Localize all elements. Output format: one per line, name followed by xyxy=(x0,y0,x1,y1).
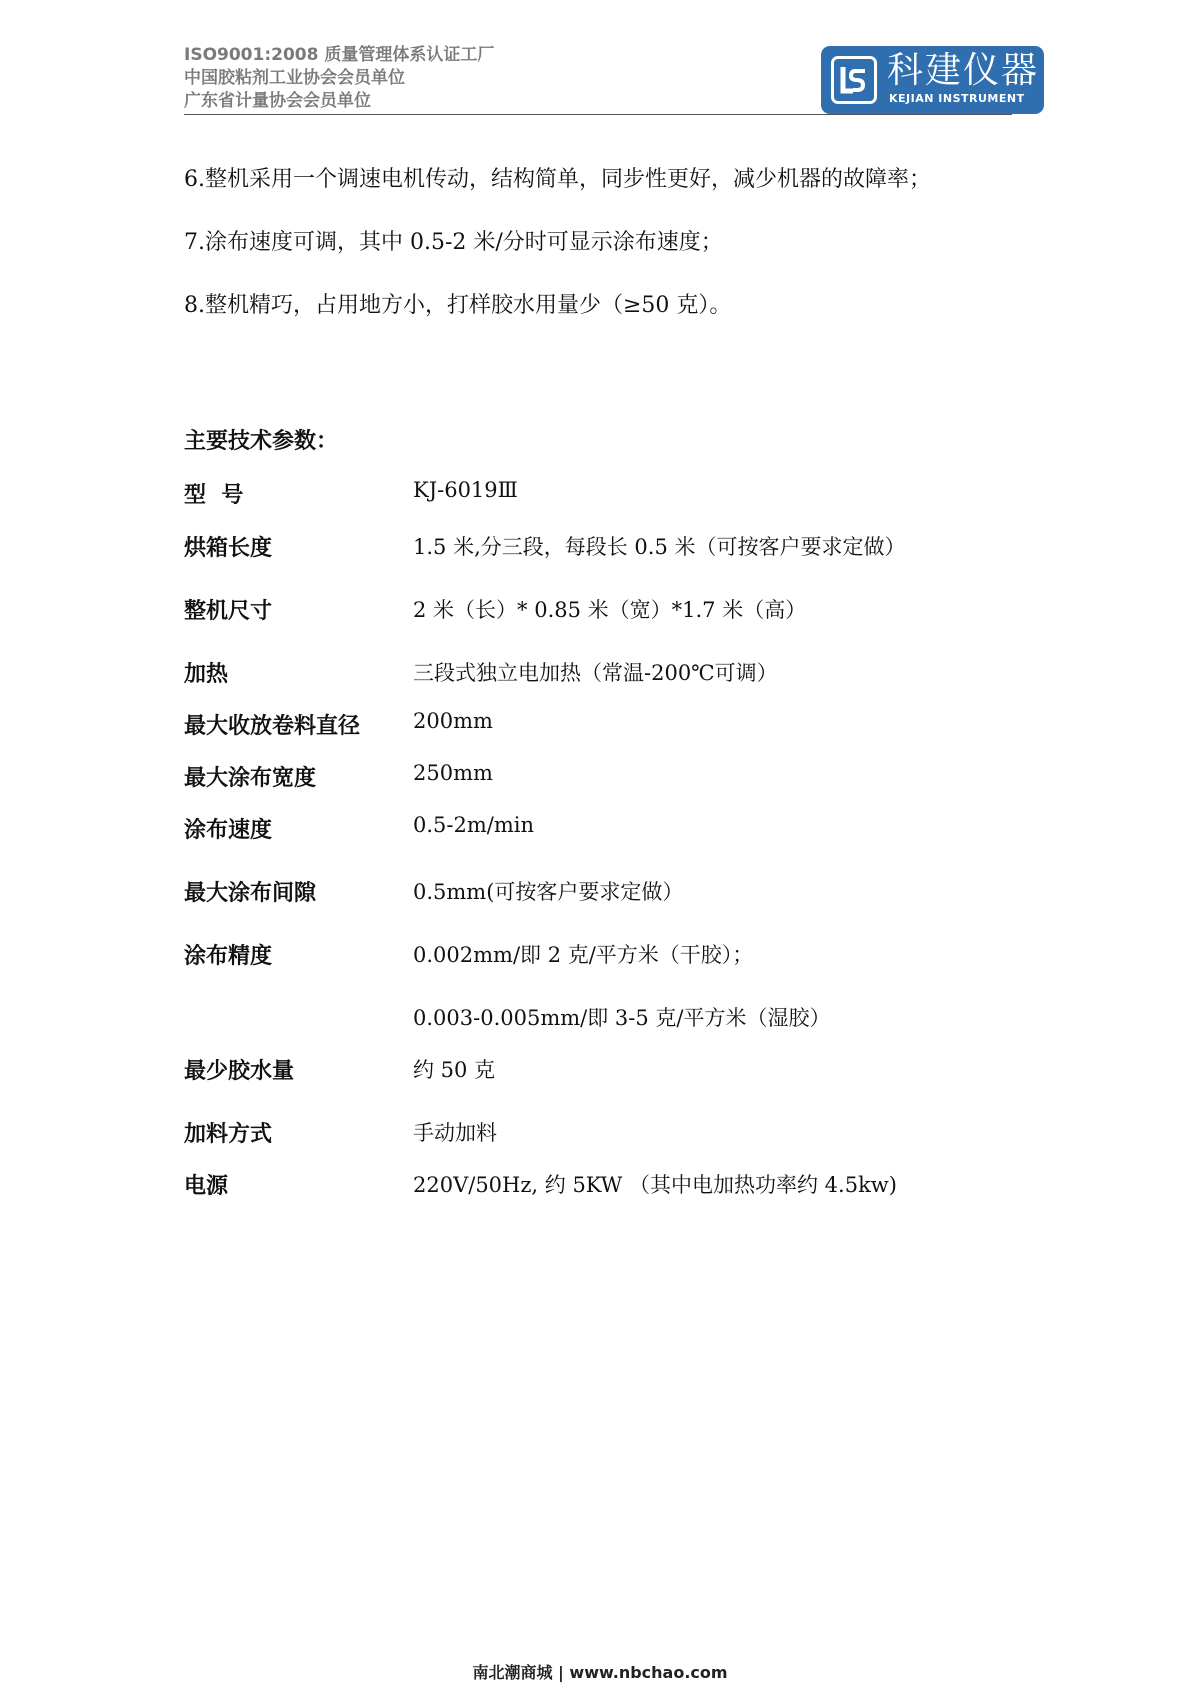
param-label: 最大收放卷料直径 xyxy=(184,713,361,739)
param-row xyxy=(184,1117,1084,1147)
header-certifications xyxy=(184,44,804,113)
param-row xyxy=(184,876,1084,906)
header-divider xyxy=(184,114,1012,115)
param-label: 最大涂布宽度 xyxy=(184,765,317,791)
param-value: 1.5 米,分三段，每段长 0.5 米（可按客户要求定做） xyxy=(413,535,906,559)
header-line: 中国胶粘剂工业协会会员单位 xyxy=(184,68,405,88)
footer-site: 南北潮商城 | www.nbchao.com xyxy=(472,1663,728,1682)
param-row xyxy=(184,1169,1084,1199)
logo-mark-icon xyxy=(831,56,877,104)
param-value: 0.5mm(可按客户要求定做） xyxy=(413,880,684,904)
param-label: 加热 xyxy=(184,661,229,687)
param-value: 200mm xyxy=(413,709,493,733)
param-label: 最大涂布间隙 xyxy=(184,880,317,906)
feature-item: 7.涂布速度可调，其中 0.5-2 米/分时可显示涂布速度； xyxy=(184,230,723,255)
param-row xyxy=(184,813,1084,843)
param-row xyxy=(184,761,1084,791)
param-label: 烘箱长度 xyxy=(184,535,273,561)
param-label: 型 号 xyxy=(184,482,244,508)
param-value: 0.5-2m/min xyxy=(413,813,534,837)
param-value: 手动加料 xyxy=(413,1121,497,1145)
param-value: 约 50 克 xyxy=(413,1058,496,1082)
param-label: 涂布速度 xyxy=(184,817,273,843)
param-label: 涂布精度 xyxy=(184,943,273,969)
feature-item: 6.整机采用一个调速电机传动，结构简单，同步性更好，减少机器的故障率； xyxy=(184,167,931,192)
param-value: 2 米（长）* 0.85 米（宽）*1.7 米（高） xyxy=(413,598,807,622)
feature-item: 8.整机精巧，占用地方小，打样胶水用量少（≥50 克）。 xyxy=(184,293,732,318)
header-line: 广东省计量协会会员单位 xyxy=(184,91,371,111)
param-label: 最少胶水量 xyxy=(184,1058,295,1084)
param-label: 加料方式 xyxy=(184,1121,273,1147)
param-row xyxy=(184,939,1084,969)
header-line: ISO9001:2008 质量管理体系认证工厂 xyxy=(184,45,495,65)
param-row xyxy=(184,594,1084,624)
param-row xyxy=(184,531,1084,561)
param-row xyxy=(184,1054,1084,1084)
param-row xyxy=(184,657,1084,687)
param-value: 220V/50Hz, 约 5KW （其中电加热功率约 4.5kw) xyxy=(413,1173,897,1197)
param-row xyxy=(184,1002,1084,1032)
param-row xyxy=(184,478,1084,508)
param-value: 0.003-0.005mm/即 3-5 克/平方米（湿胶） xyxy=(413,1006,831,1030)
param-value: KJ-6019Ⅲ xyxy=(413,478,518,502)
logo-english-name: KEJIAN INSTRUMENT xyxy=(889,92,1025,105)
param-row xyxy=(184,709,1084,739)
param-value: 三段式独立电加热（常温-200℃可调） xyxy=(413,661,778,685)
param-label: 整机尺寸 xyxy=(184,598,273,624)
company-logo xyxy=(821,46,1044,114)
logo-chinese-name: 科建仪器 xyxy=(887,50,1040,91)
param-value: 0.002mm/即 2 克/平方米（干胶）； xyxy=(413,943,754,967)
params-title: 主要技术参数： xyxy=(184,428,339,454)
param-label: 电源 xyxy=(184,1173,229,1199)
param-value: 250mm xyxy=(413,761,493,785)
